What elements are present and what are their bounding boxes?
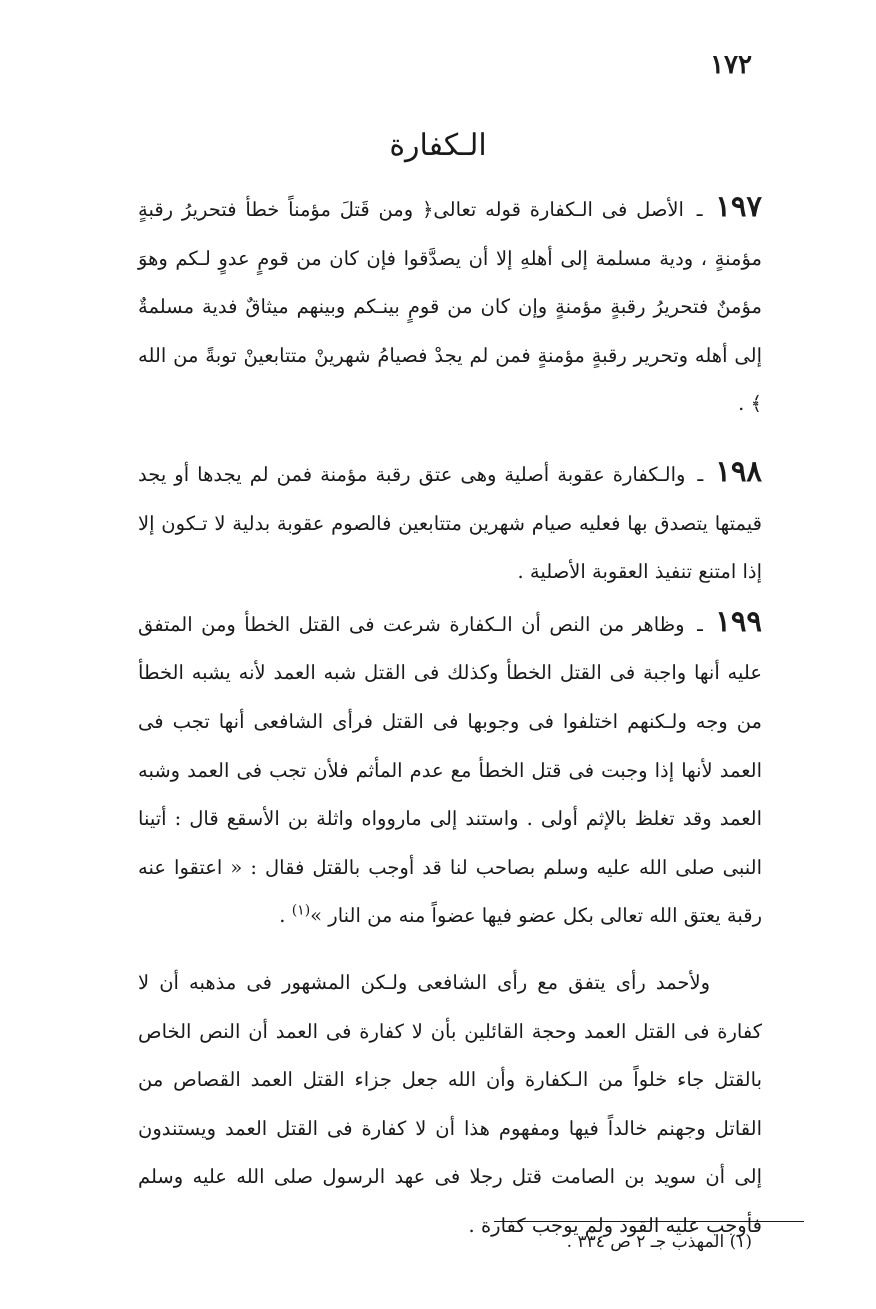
- paragraph-number: ١٩٧: [715, 189, 762, 223]
- paragraph-198: [138, 447, 762, 597]
- paragraph-199: [138, 597, 762, 941]
- paragraph-text: الأصل فى الـكفارة قوله تعالى﴿ ومن قَتلَ مؤمناً خطأ فتحريرُ رقبةٍ مؤمنةٍ ، ودية مسلمة إلى أهلهِ إلا أن يصدَّقوا فإن كان من قومٍ عدوٍ لـكم وهوَ مؤمنٌ فتحريرُ رقبةٍ مؤمنةٍ وإن كان من قومٍ بينـكم وبينهم ميثاقٌ فدية مسلمةٌ إلى أهله وتحرير رقبةٍ مؤمنةٍ فمن لم يجدْ فصيامُ شهرينْ متتابعينْ توبةً من الله ﴾ .: [138, 198, 762, 416]
- paragraph-dash: ـ: [697, 462, 704, 486]
- paragraph-text-end: .: [279, 904, 292, 928]
- paragraph-number: ١٩٩: [715, 603, 762, 638]
- paragraph-text: والـكفارة عقوبة أصلية وهى عتق رقبة مؤمنة فمن لم يجدها أو يجد قيمتها يتصدق بها فعليه صيام شهرين متتابعين فالصوم عقوبة بدلية لا تـكون إلا إذا امتنع تنفيذ العقوبة الأصلية .: [138, 462, 762, 584]
- paragraph-ahmad: [138, 959, 762, 1251]
- footnote-reference: (١): [291, 902, 311, 919]
- footnote-divider: [494, 1221, 804, 1222]
- paragraph-text: ولأحمد رأى يتفق مع رأى الشافعى ولـكن المشهور فى مذهبه أن لا كفارة فى القتل العمد وحجة القائلين بأن لا كفارة فى العمد أن النص الخاص بالقتل جاء خلواً من الـكفارة وأن الله جعل جزاء القتل العمد القصاص من القاتل وجهنم خالداً فيها ومفهوم هذا أن لا كفارة فى القتل العمد ويستندون إلى أن سويد بن الصامت قتل رجلا فى عهد الرسول صلى الله عليه وسلم فأوجب عليه القود ولم يوجب كفارة .: [138, 970, 762, 1237]
- paragraph-number: ١٩٨: [715, 453, 762, 488]
- paragraph-dash: ـ: [697, 612, 703, 636]
- paragraph-197: [138, 182, 762, 429]
- footnote: (١) المهذب جـ ٢ ص ٣٣٤ .: [566, 1232, 752, 1252]
- paragraph-dash: ـ: [696, 198, 703, 221]
- page-number: ١٧٢: [710, 50, 752, 80]
- paragraph-text: وظاهر من النص أن الـكفارة شرعت فى القتل الخطأ ومن المتفق عليه أنها واجبة فى القتل الخطأ وكذلك فى القتل شبه العمد لأنه يشبه الخطأ من وجه ولـكنهم اختلفوا فى وجوبها فى القتل فرأى الشافعى أنها تجب فى العمد لأنها إذا وجبت فى قتل الخطأ مع عدم المأثم فلأن تجب فى العمد وشبه العمد وقد تغلظ بالإثم أولى . واستند إلى ماروواه واثلة بن الأسقع قال : أتينا النبى صلى الله عليه وسلم بصاحب لنا قد أوجب بالقتل فقال : « اعتقوا عنه رقبة يعتق الله تعالى بكل عضو فيها عضواً منه من النار »: [138, 612, 762, 928]
- body-text: [138, 182, 762, 1250]
- section-heading: الـكفارة: [389, 128, 487, 163]
